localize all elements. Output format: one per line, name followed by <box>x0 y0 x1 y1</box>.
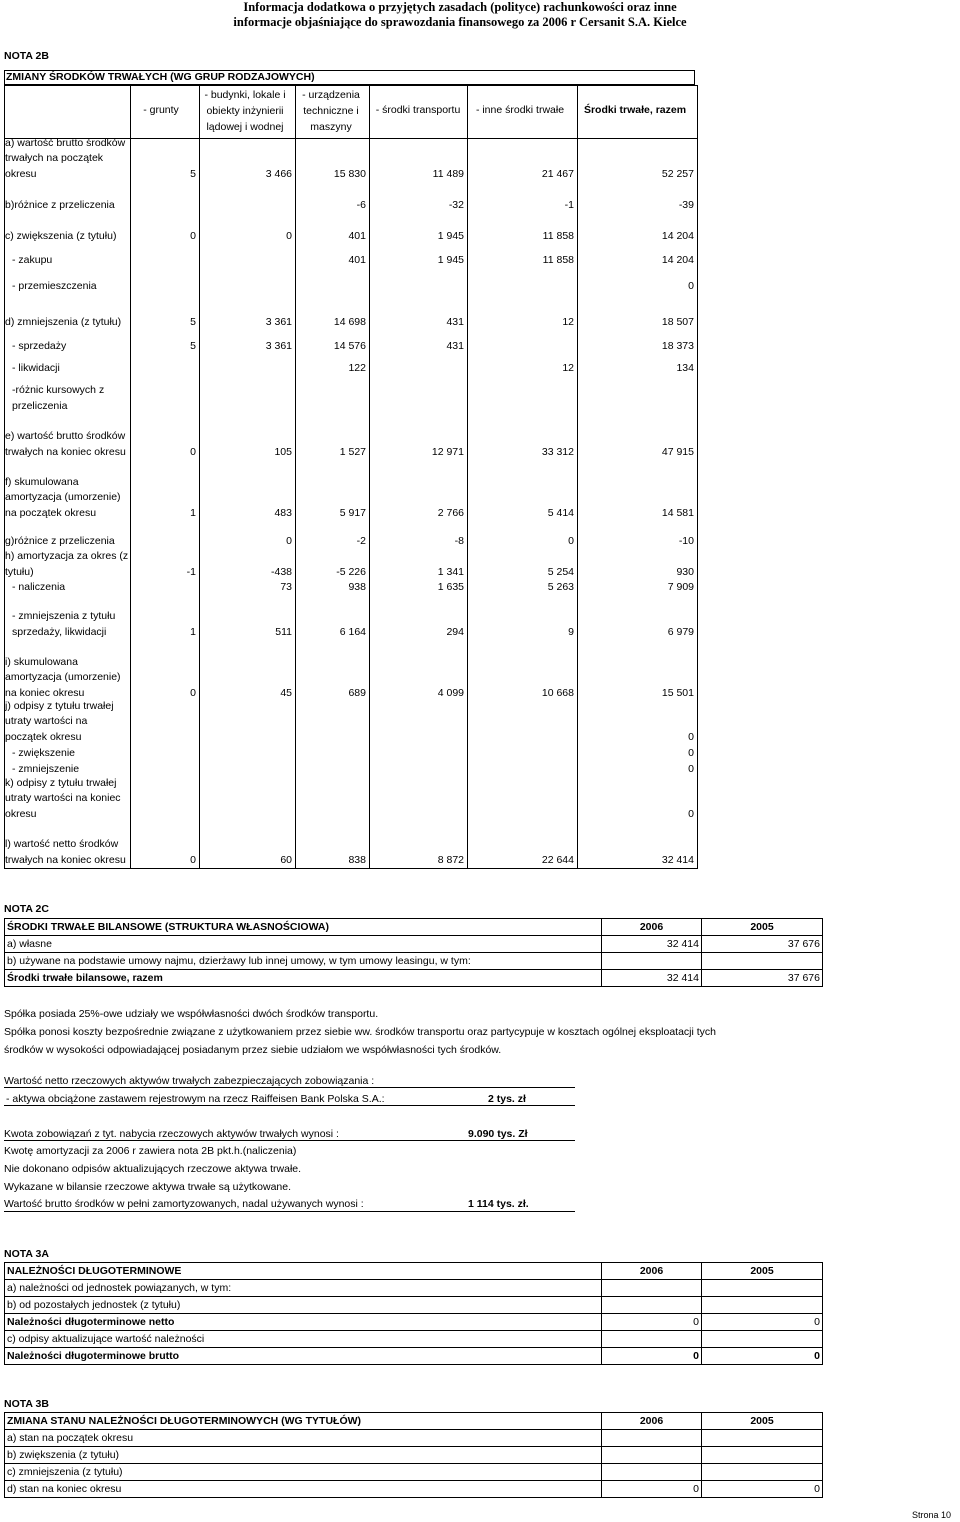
nota2b-row-value: 5 <box>190 316 196 328</box>
nota2b-row-value: 15 830 <box>333 168 366 180</box>
nota3b-row-2005: 0 <box>702 1481 823 1498</box>
nota2b-subtitle: ZMIANY ŚRODKÓW TRWAŁYCH (WG GRUP RODZAJOWYCH) <box>4 70 695 85</box>
nota3a-row-label: a) należności od jednostek powiązanych, w tym: <box>5 1280 602 1297</box>
nota2b-row-value: -39 <box>678 199 694 211</box>
nota3a-net-2006: 0 <box>602 1314 702 1331</box>
nota2b-row-value: 60 <box>280 854 292 866</box>
nota3a-header-2006: 2006 <box>602 1263 702 1280</box>
doc-header-line1: Informacja dodatkowa o przyjętych zasadach (polityce) rachunkowości oraz inne <box>243 0 677 14</box>
nota2b-row-value: -6 <box>356 199 366 211</box>
nota2b-row-value: 2 766 <box>437 507 464 519</box>
nota2b-row-value: 838 <box>348 854 366 866</box>
nota2b-row-value: -5 226 <box>336 566 366 578</box>
nota2b-row-value: 6 979 <box>667 626 694 638</box>
nota3b-header-label: ZMIANA STANU NALEŻNOŚCI DŁUGOTERMINOWYCH (WG TYTUŁÓW) <box>5 1413 602 1430</box>
col-header-razem: Środki trwałe, razem <box>583 104 687 116</box>
nota3a-table <box>4 1262 823 1365</box>
nota2c-row-2005: 37 676 <box>702 936 823 953</box>
nota2b-row-value: 5 414 <box>547 507 574 519</box>
nota2b-row-value: 1 635 <box>437 581 464 593</box>
nota2b-row-value: 11 858 <box>542 254 574 266</box>
gross-amortized-label: Wartość brutto środków w pełni zamortyzowanych, nadal używanych wynosi : <box>4 1198 364 1210</box>
nota2b-row-value: 5 254 <box>547 566 574 578</box>
nota2b-row-value: 11 489 <box>432 168 464 180</box>
nota3a-row-2005 <box>702 1297 823 1314</box>
nota3b-row-2006: 0 <box>602 1481 702 1498</box>
nota2b-row-label: - przemieszczenia <box>12 279 97 292</box>
nota2b-row-value: 14 204 <box>661 230 694 242</box>
nota2b-row-value: 33 312 <box>541 446 574 458</box>
collateral-intro: Wartość netto rzeczowych aktywów trwałych zabezpieczających zobowiązania : <box>4 1075 375 1087</box>
nota2b-row-value: 6 164 <box>339 626 366 638</box>
nota3b-row-label: b) zwiększenia (z tytułu) <box>5 1447 602 1464</box>
nota2b-row-value: 11 858 <box>542 230 574 242</box>
nota2b-row-value: 0 <box>688 747 694 759</box>
nota2b-row-value: 0 <box>688 763 694 775</box>
nota2b-row-value: 431 <box>446 316 464 328</box>
nota3b-title: NOTA 3B <box>4 1398 49 1410</box>
nota2b-row-label: h) amortyzacja za okres (z tytułu) <box>5 550 129 578</box>
nota2b-row-value: -2 <box>356 535 366 547</box>
nota2b-row-value: 12 971 <box>431 446 464 458</box>
nota3a-row-2006 <box>602 1297 702 1314</box>
nota2b-row-label: - sprzedaży <box>12 339 67 352</box>
nota2b-row-value: 1 <box>190 507 196 519</box>
nota2b-row-value: 18 373 <box>661 340 694 352</box>
nota3b-table <box>4 1412 823 1498</box>
nota2b-row-value: 134 <box>676 362 694 374</box>
nota2b-row-value: 7 909 <box>667 581 694 593</box>
nota2b-row-label: j) odpisy z tytułu trwałej utraty wartości na początek okresu <box>5 699 114 743</box>
nota2b-row-value: 5 917 <box>339 507 366 519</box>
nota2b-row-value: 15 501 <box>661 687 694 699</box>
nota3b-row-2006 <box>602 1430 702 1447</box>
nota2c-total-2005: 37 676 <box>702 970 823 987</box>
nota2b-row-value: 73 <box>280 581 292 593</box>
nota2b-row-value: -1 <box>564 199 574 211</box>
nota2b-row-value: 0 <box>688 808 694 820</box>
nota3a-row-2005 <box>702 1331 823 1348</box>
collateral-value: 2 tys. zł <box>488 1093 526 1105</box>
nota2b-row-value: 5 263 <box>547 581 574 593</box>
nota2b-row-value: 47 915 <box>661 446 694 458</box>
nota2b-row-label: c) zwiększenia (z tytułu) <box>5 229 117 242</box>
nota2b-row-value: 10 668 <box>541 687 574 699</box>
nota3b-row-label: a) stan na początek okresu <box>5 1430 602 1447</box>
nota2b-row-value: 689 <box>348 687 366 699</box>
nota2b-row-value: -438 <box>270 566 292 578</box>
nota2b-row-value: 3 466 <box>265 168 292 180</box>
nota2b-row-value: 5 <box>190 168 196 180</box>
doc-header-line2: informacje objaśniające do sprawozdania finansowego za 2006 r Cersanit S.A. Kielce <box>233 15 687 29</box>
nota2b-row-value: 938 <box>348 581 366 593</box>
nota2b-row-value: 930 <box>676 566 694 578</box>
nota2b-row-value: 22 644 <box>541 854 574 866</box>
nota2b-row-value: 3 361 <box>265 316 292 328</box>
col-header-budynki: - budynki, lokale i obiekty inżynierii lądowej i wodnej <box>204 89 286 133</box>
nota2b-row-value: 1 945 <box>437 254 464 266</box>
nota2b-row-value: 0 <box>568 535 574 547</box>
nota2b-row-label: a) wartość brutto środków trwałych na początek okresu <box>5 136 126 180</box>
nota3b-row-label: d) stan na koniec okresu <box>5 1481 602 1498</box>
amortization-note: Kwotę amortyzacji za 2006 r zawiera nota 2B pkt.h.(naliczenia) <box>4 1145 297 1157</box>
nota2b-row-value: 294 <box>446 626 464 638</box>
nota2b-row-value: 14 576 <box>333 340 366 352</box>
nota2b-row-value: 0 <box>190 854 196 866</box>
nota3a-header-label: NALEŻNOŚCI DŁUGOTERMINOWE <box>5 1263 602 1280</box>
nota2b-row-value: 483 <box>274 507 292 519</box>
nota2b-row-label: l) wartość netto środków trwałych na koniec okresu <box>5 838 126 866</box>
nota2b-row-value: 1 341 <box>437 566 464 578</box>
nota2b-row-label: -różnic kursowych z przeliczenia <box>12 384 105 412</box>
nota2c-title: NOTA 2C <box>4 903 49 915</box>
nota2c-row-label: a) własne <box>5 936 602 953</box>
nota3b-row-2006 <box>602 1464 702 1481</box>
nota2b-row-value: -1 <box>186 566 196 578</box>
nota2c-row-2006 <box>602 953 702 970</box>
nota3a-gross-2006: 0 <box>602 1348 702 1365</box>
gross-amortized-value: 1 114 tys. zł. <box>468 1198 529 1210</box>
nota2b-row-value: 18 507 <box>661 316 694 328</box>
nota2b-row-label: b)różnice z przeliczenia <box>5 198 115 211</box>
nota2b-row-value: 0 <box>286 535 292 547</box>
nota2b-row-value: -10 <box>678 535 694 547</box>
nota3a-row-2006 <box>602 1280 702 1297</box>
nota2b-row-value: 14 698 <box>333 316 366 328</box>
nota3a-row-label: c) odpisy aktualizujące wartość należności <box>5 1331 602 1348</box>
nota2b-row-value: 0 <box>190 230 196 242</box>
nota2b-row-value: 511 <box>275 626 292 638</box>
nota3a-gross-label: Należności długoterminowe brutto <box>5 1348 602 1365</box>
commitments-value: 9.090 tys. Zł <box>468 1128 528 1140</box>
nota2c-note-2: Spółka ponosi koszty bezpośrednie związane z użytkowaniem przez siebie ww. środków transportu oraz partycypuje w kosztach ogólnej eksploatacji tych <box>4 1026 717 1038</box>
nota2b-row-label: - naliczenia <box>12 580 66 593</box>
nota2c-header-2006: 2006 <box>602 919 702 936</box>
nota3a-row-label: b) od pozostałych jednostek (z tytułu) <box>5 1297 602 1314</box>
nota3a-row-2006 <box>602 1331 702 1348</box>
nota2c-row-label: b) używane na podstawie umowy najmu, dzierżawy lub innej umowy, w tym umowy leasingu, w tym: <box>5 953 602 970</box>
nota2b-row-value: 431 <box>446 340 464 352</box>
nota2b-row-value: 14 204 <box>661 254 694 266</box>
nota2b-row-value: 0 <box>190 687 196 699</box>
nota2b-row-label: g)różnice z przeliczenia <box>5 534 115 547</box>
nota2b-row-value: 12 <box>562 316 574 328</box>
nota3a-title: NOTA 3A <box>4 1248 49 1260</box>
impairment-note: Nie dokonano odpisów aktualizujących rzeczowe aktywa trwałe. <box>4 1163 302 1175</box>
nota2b-row-value: 0 <box>688 280 694 292</box>
nota2b-title: NOTA 2B <box>4 50 49 62</box>
nota2b-row-value: 0 <box>688 731 694 743</box>
col-header-transport: - środki transportu <box>375 104 461 116</box>
nota2b-row-value: 9 <box>568 626 574 638</box>
nota2b-row-label: e) wartość brutto środków trwałych na koniec okresu <box>5 430 126 458</box>
nota3a-header-2005: 2005 <box>702 1263 823 1280</box>
nota2b-row-value: 401 <box>348 254 366 266</box>
nota2b-row-value: 8 872 <box>437 854 464 866</box>
nota2b-row-value: 105 <box>274 446 292 458</box>
nota2c-row-2006: 32 414 <box>602 936 702 953</box>
nota2b-row-value: 45 <box>280 687 292 699</box>
nota2b-row-value: 4 099 <box>437 687 464 699</box>
nota2b-row-value: 52 257 <box>661 168 694 180</box>
nota2b-row-value: 401 <box>348 230 366 242</box>
nota2c-header-label: ŚRODKI TRWAŁE BILANSOWE (STRUKTURA WŁASNOŚCIOWA) <box>5 919 602 936</box>
nota2b-row-value: 5 <box>190 340 196 352</box>
nota2b-row-value: 12 <box>562 362 574 374</box>
nota2c-total-label: Środki trwałe bilansowe, razem <box>5 970 602 987</box>
nota2b-row-value: -8 <box>454 535 464 547</box>
page-number: Strona 10 <box>912 1510 952 1520</box>
nota3b-row-2005 <box>702 1464 823 1481</box>
col-header-inne: - inne środki trwałe <box>475 104 565 116</box>
nota2b-row-value: 1 <box>190 626 196 638</box>
nota2b-row-value: 14 581 <box>661 507 694 519</box>
nota3b-row-label: c) zmniejszenia (z tytułu) <box>5 1464 602 1481</box>
nota2b-row-value: -32 <box>448 199 464 211</box>
nota2b-row-label: - likwidacji <box>12 361 60 374</box>
nota3a-row-2005 <box>702 1280 823 1297</box>
nota3b-row-2006 <box>602 1447 702 1464</box>
nota3b-row-2005 <box>702 1447 823 1464</box>
nota2c-note-3: środków w wysokości odpowiadającej posiadanym przez siebie udziałom we współwłasności tych środków. <box>4 1044 502 1056</box>
nota3a-gross-2005: 0 <box>702 1348 823 1365</box>
nota3b-header-2006: 2006 <box>602 1413 702 1430</box>
commitments-label: Kwota zobowiązań z tyt. nabycia rzeczowych aktywów trwałych wynosi : <box>4 1128 339 1140</box>
nota2b-row-value: 122 <box>348 362 366 374</box>
nota2b-row-value: 1 527 <box>339 446 366 458</box>
nota2b-row-label: d) zmniejszenia (z tytułu) <box>5 315 122 328</box>
nota2b-row-value: 21 467 <box>541 168 574 180</box>
nota2b-row-value: 0 <box>190 446 196 458</box>
nota3b-header-2005: 2005 <box>702 1413 823 1430</box>
nota2b-row-label: k) odpisy z tytułu trwałej utraty wartości na koniec okresu <box>5 776 121 820</box>
nota2c-total-2006: 32 414 <box>602 970 702 987</box>
nota2b-row-label: - zwiększenie <box>12 746 76 759</box>
col-header-grunty: - grunty <box>143 104 179 116</box>
nota3a-net-2005: 0 <box>702 1314 823 1331</box>
nota2b-row-label: f) skumulowana amortyzacja (umorzenie) na początek okresu <box>5 475 121 519</box>
nota2c-note-1: Spółka posiada 25%-owe udziały we współwłasności dwóch środków transportu. <box>4 1008 379 1020</box>
nota2b-row-value: 1 945 <box>437 230 464 242</box>
nota2c-row-2005 <box>702 953 823 970</box>
nota3a-net-label: Należności długoterminowe netto <box>5 1314 602 1331</box>
nota2b-row-value: 3 361 <box>265 340 292 352</box>
balance-note: Wykazane w bilansie rzeczowe aktywa trwałe są użytkowane. <box>4 1181 292 1193</box>
nota2c-header-2005: 2005 <box>702 919 823 936</box>
nota2c-table <box>4 918 823 987</box>
nota2b-row-label: - zmniejszenia z tytułu sprzedaży, likwidacji <box>12 610 116 638</box>
nota3b-row-2005 <box>702 1430 823 1447</box>
nota2b-row-label: - zakupu <box>12 253 53 266</box>
nota2b-row-value: 0 <box>286 230 292 242</box>
nota2b-row-label: - zmniejszenie <box>12 762 80 775</box>
collateral-label: - aktywa obciążone zastawem rejestrowym na rzecz Raiffeisen Bank Polska S.A.: <box>6 1093 385 1105</box>
col-header-urzadzenia: - urządzenia techniczne i maszyny <box>302 89 360 133</box>
nota2b-row-value: 32 414 <box>661 854 694 866</box>
nota2b-row-label: i) skumulowana amortyzacja (umorzenie) na koniec okresu <box>5 655 121 699</box>
